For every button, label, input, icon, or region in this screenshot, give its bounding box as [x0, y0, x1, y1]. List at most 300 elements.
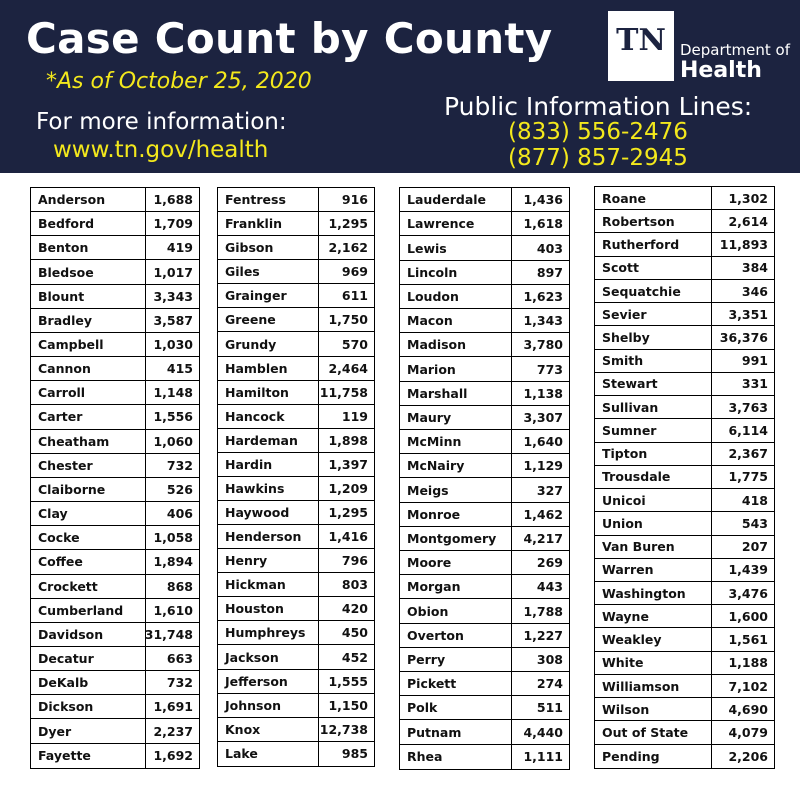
county-name: Lake	[218, 742, 319, 766]
table-row	[595, 443, 774, 466]
case-count: 1,709	[153, 216, 193, 232]
case-count: 36,376	[719, 330, 768, 346]
county-name: Henry	[218, 549, 319, 572]
county-name: Robertson	[595, 210, 712, 232]
table-row	[31, 647, 199, 671]
county-name: Davidson	[31, 623, 146, 646]
info-url: www.tn.gov/health	[53, 137, 269, 163]
case-count: 1,610	[153, 602, 193, 618]
case-count: 1,030	[153, 337, 193, 353]
case-count: 346	[741, 283, 768, 299]
county-name: Claiborne	[31, 478, 146, 501]
table-row	[218, 549, 374, 573]
county-name: Loudon	[400, 285, 512, 308]
page-title: Case Count by County	[26, 14, 553, 63]
case-count: 1,618	[523, 216, 563, 232]
table-row	[400, 720, 569, 744]
table-row	[218, 429, 374, 453]
county-name: Cocke	[31, 526, 146, 549]
table-row	[31, 285, 199, 309]
case-count: 1,750	[328, 312, 368, 328]
case-count: 3,780	[523, 337, 563, 353]
case-count: 2,206	[728, 748, 768, 764]
county-name: Morgan	[400, 575, 512, 598]
more-info-label: For more information:	[36, 109, 287, 135]
county-table-2	[217, 187, 375, 767]
county-name: Sevier	[595, 303, 712, 325]
county-name: Lincoln	[400, 261, 512, 284]
case-count: 4,690	[728, 701, 768, 717]
case-count: 868	[166, 578, 193, 594]
county-name: Fentress	[218, 188, 319, 211]
table-row	[218, 501, 374, 525]
case-count: 415	[166, 361, 193, 377]
case-count: 207	[741, 539, 768, 555]
county-name: Jefferson	[218, 670, 319, 693]
case-count: 1,898	[328, 432, 368, 448]
case-count: 274	[536, 676, 563, 692]
table-row	[218, 357, 374, 381]
case-count: 1,894	[153, 554, 193, 570]
case-count: 31,748	[144, 626, 193, 642]
county-name: Sumner	[595, 419, 712, 441]
county-name: White	[595, 652, 712, 674]
table-row	[400, 672, 569, 696]
table-row	[595, 652, 774, 675]
case-count: 1,561	[728, 632, 768, 648]
table-row	[218, 742, 374, 766]
county-name: Chester	[31, 454, 146, 477]
county-name: Greene	[218, 308, 319, 331]
case-count: 419	[166, 240, 193, 256]
case-count: 1,295	[328, 216, 368, 232]
table-row	[595, 489, 774, 512]
county-table-4	[594, 186, 775, 769]
county-name: Obion	[400, 599, 512, 622]
table-row	[218, 718, 374, 742]
county-name: Marshall	[400, 382, 512, 405]
table-row	[595, 350, 774, 373]
case-count: 4,079	[728, 725, 768, 740]
county-name: Grundy	[218, 332, 319, 355]
county-name: Lawrence	[400, 212, 512, 235]
case-count: 1,439	[728, 562, 768, 578]
table-row	[595, 559, 774, 582]
case-count: 11,758	[319, 384, 368, 400]
county-name: Macon	[400, 309, 512, 332]
table-row	[400, 212, 569, 236]
case-count: 803	[341, 577, 368, 593]
table-row	[400, 624, 569, 648]
table-row	[218, 453, 374, 477]
logo-mark: TN	[616, 23, 666, 58]
case-count: 418	[741, 492, 768, 508]
county-name: Perry	[400, 648, 512, 671]
table-row	[595, 675, 774, 698]
logo-health-text: Health	[680, 58, 762, 83]
county-name: Rhea	[400, 745, 512, 769]
county-name: Shelby	[595, 326, 712, 348]
table-row	[218, 381, 374, 405]
case-count: 2,464	[328, 360, 368, 376]
county-name: Bradley	[31, 309, 146, 332]
table-row	[400, 696, 569, 720]
table-row	[400, 382, 569, 406]
county-name: Carroll	[31, 381, 146, 404]
table-row	[31, 744, 199, 768]
county-name: Grainger	[218, 284, 319, 307]
case-count: 916	[341, 192, 368, 208]
county-name: Pending	[595, 745, 712, 768]
county-name: Henderson	[218, 525, 319, 548]
case-count: 4,217	[523, 530, 563, 546]
county-name: Pickett	[400, 672, 512, 695]
table-row	[595, 396, 774, 419]
table-row	[31, 502, 199, 526]
tn-logo-icon	[608, 11, 674, 81]
county-name: Stewart	[595, 373, 712, 395]
county-name: Union	[595, 512, 712, 534]
table-row	[218, 308, 374, 332]
table-row	[31, 212, 199, 236]
table-row	[595, 605, 774, 628]
table-row	[400, 745, 569, 769]
case-count: 1,600	[728, 608, 768, 624]
county-name: Hickman	[218, 573, 319, 596]
county-name: Rutherford	[595, 233, 712, 255]
case-count: 11,893	[719, 237, 768, 253]
table-row	[218, 621, 374, 645]
county-name: Smith	[595, 350, 712, 372]
county-name: Unicoi	[595, 489, 712, 511]
county-name: Lauderdale	[400, 188, 512, 211]
case-count: 611	[341, 288, 368, 304]
table-row	[595, 373, 774, 396]
case-count: 1,416	[328, 529, 368, 545]
table-row	[595, 536, 774, 559]
county-name: Clay	[31, 502, 146, 525]
case-count: 1,209	[328, 480, 368, 496]
county-name: Hardeman	[218, 429, 319, 452]
table-row	[595, 466, 774, 489]
case-count: 543	[741, 515, 768, 531]
case-count: 1,691	[153, 699, 193, 715]
county-name: Hamilton	[218, 381, 319, 404]
case-count: 327	[536, 482, 563, 498]
county-name: Monroe	[400, 503, 512, 526]
table-row	[218, 645, 374, 669]
table-row	[31, 357, 199, 381]
case-count: 1,436	[523, 192, 563, 208]
table-row	[595, 210, 774, 233]
table-row	[400, 285, 569, 309]
case-count: 450	[341, 625, 368, 641]
case-count: 3,343	[153, 288, 193, 304]
case-count: 331	[741, 376, 768, 392]
case-count: 1,788	[523, 603, 563, 619]
county-name: McNairy	[400, 454, 512, 477]
case-count: 420	[341, 601, 368, 617]
table-row	[218, 212, 374, 236]
county-name: Houston	[218, 597, 319, 620]
table-row	[400, 648, 569, 672]
table-row	[595, 280, 774, 303]
case-count: 6,114	[728, 422, 768, 438]
case-count: 406	[166, 506, 193, 522]
county-name: Dyer	[31, 719, 146, 742]
table-row	[400, 575, 569, 599]
case-count: 452	[341, 649, 368, 665]
table-row	[400, 503, 569, 527]
county-name: Decatur	[31, 647, 146, 670]
table-row	[218, 477, 374, 501]
case-count: 1,302	[728, 190, 768, 206]
county-name: Hamblen	[218, 357, 319, 380]
table-row	[218, 670, 374, 694]
table-row	[218, 188, 374, 212]
case-count: 1,295	[328, 505, 368, 521]
case-count: 1,692	[153, 748, 193, 764]
table-row	[31, 405, 199, 429]
county-name: Hawkins	[218, 477, 319, 500]
case-count: 1,775	[728, 469, 768, 485]
case-count: 511	[536, 700, 563, 716]
case-count: 570	[341, 336, 368, 352]
case-count: 969	[341, 264, 368, 280]
case-count: 3,307	[523, 409, 563, 425]
case-count: 4,440	[523, 724, 563, 740]
case-count: 3,351	[728, 306, 768, 322]
case-count: 1,397	[328, 456, 368, 472]
table-row	[31, 430, 199, 454]
case-count: 796	[341, 553, 368, 569]
table-row	[31, 671, 199, 695]
table-row	[218, 405, 374, 429]
county-name: Madison	[400, 333, 512, 356]
table-row	[400, 357, 569, 381]
county-name: Montgomery	[400, 527, 512, 550]
case-count: 1,148	[153, 385, 193, 401]
case-count: 1,462	[523, 506, 563, 522]
table-row	[400, 309, 569, 333]
case-count: 1,688	[153, 192, 193, 208]
table-row	[595, 582, 774, 605]
case-count: 308	[536, 651, 563, 667]
county-name: Roane	[595, 187, 712, 209]
table-row	[218, 694, 374, 718]
county-name: Crockett	[31, 575, 146, 598]
case-count: 1,017	[153, 264, 193, 280]
county-name: Moore	[400, 551, 512, 574]
county-name: Campbell	[31, 333, 146, 356]
case-count: 1,111	[523, 749, 563, 765]
case-count: 1,343	[523, 313, 563, 329]
table-row	[400, 551, 569, 575]
case-count: 1,150	[328, 697, 368, 713]
phone-number-2: (877) 857-2945	[508, 145, 688, 171]
county-name: Polk	[400, 696, 512, 719]
table-row	[31, 260, 199, 284]
county-name: Wilson	[595, 698, 712, 720]
county-name: Dickson	[31, 695, 146, 718]
table-row	[218, 284, 374, 308]
case-count: 526	[166, 481, 193, 497]
county-table-1	[30, 187, 200, 769]
table-row	[218, 236, 374, 260]
table-row	[595, 326, 774, 349]
county-name: Cheatham	[31, 430, 146, 453]
table-row	[595, 257, 774, 280]
public-info-label: Public Information Lines:	[444, 92, 753, 121]
county-name: Haywood	[218, 501, 319, 524]
county-name: Fayette	[31, 744, 146, 768]
table-row	[595, 419, 774, 442]
case-count: 3,587	[153, 312, 193, 328]
county-name: Warren	[595, 559, 712, 581]
case-count: 991	[741, 353, 768, 369]
case-count: 663	[166, 651, 193, 667]
table-row	[218, 525, 374, 549]
county-name: Anderson	[31, 188, 146, 211]
header-banner	[0, 0, 800, 173]
county-name: Hardin	[218, 453, 319, 476]
case-count: 897	[536, 264, 563, 280]
county-name: Tipton	[595, 443, 712, 465]
case-count: 384	[741, 260, 768, 276]
table-row	[595, 512, 774, 535]
table-row	[595, 698, 774, 721]
case-count: 773	[536, 361, 563, 377]
table-row	[400, 478, 569, 502]
county-name: Van Buren	[595, 536, 712, 558]
county-name: Maury	[400, 406, 512, 429]
table-row	[400, 430, 569, 454]
county-name: Carter	[31, 405, 146, 428]
case-count: 3,476	[728, 585, 768, 601]
case-count: 2,162	[328, 240, 368, 256]
table-row	[595, 745, 774, 768]
county-name: Weakley	[595, 628, 712, 650]
county-name: Coffee	[31, 550, 146, 573]
table-row	[31, 575, 199, 599]
table-row	[595, 628, 774, 651]
case-count: 985	[341, 746, 368, 762]
table-row	[218, 260, 374, 284]
table-row	[31, 309, 199, 333]
table-row	[400, 236, 569, 260]
table-row	[400, 406, 569, 430]
county-name: Giles	[218, 260, 319, 283]
county-name: Jackson	[218, 645, 319, 668]
case-count: 1,138	[523, 385, 563, 401]
county-name: Williamson	[595, 675, 712, 697]
table-row	[595, 187, 774, 210]
logo-department-text: Department of	[680, 41, 790, 59]
table-row	[31, 719, 199, 743]
case-count: 1,188	[728, 655, 768, 671]
table-row	[31, 478, 199, 502]
table-row	[31, 236, 199, 260]
county-name: Gibson	[218, 236, 319, 259]
table-row	[31, 333, 199, 357]
case-count: 403	[536, 240, 563, 256]
case-count: 1,640	[523, 434, 563, 450]
county-name: Humphreys	[218, 621, 319, 644]
county-name: Wayne	[595, 605, 712, 627]
case-count: 732	[166, 457, 193, 473]
county-name: Lewis	[400, 236, 512, 259]
case-count: 3,763	[728, 399, 768, 415]
table-row	[31, 599, 199, 623]
case-count: 1,555	[328, 673, 368, 689]
table-row	[400, 333, 569, 357]
table-row	[31, 188, 199, 212]
phone-number-1: (833) 556-2476	[508, 119, 688, 145]
county-name: Sequatchie	[595, 280, 712, 302]
table-row	[31, 550, 199, 574]
county-name: Knox	[218, 718, 319, 741]
case-count: 1,058	[153, 530, 193, 546]
table-row	[31, 454, 199, 478]
county-name: DeKalb	[31, 671, 146, 694]
county-name: Out of State	[595, 721, 712, 743]
case-count: 1,129	[523, 458, 563, 474]
county-name: Marion	[400, 357, 512, 380]
table-row	[595, 721, 774, 744]
case-count: 732	[166, 675, 193, 691]
county-name: Sullivan	[595, 396, 712, 418]
table-row	[595, 303, 774, 326]
table-row	[218, 597, 374, 621]
county-name: Putnam	[400, 720, 512, 743]
case-count: 1,060	[153, 433, 193, 449]
county-name: Bedford	[31, 212, 146, 235]
county-name: Cumberland	[31, 599, 146, 622]
county-name: Washington	[595, 582, 712, 604]
case-count: 1,556	[153, 409, 193, 425]
table-row	[400, 599, 569, 623]
table-row	[31, 381, 199, 405]
table-row	[218, 573, 374, 597]
county-table-3	[399, 187, 570, 770]
county-name: Blount	[31, 285, 146, 308]
county-name: Johnson	[218, 694, 319, 717]
county-name: Benton	[31, 236, 146, 259]
county-name: Meigs	[400, 478, 512, 501]
county-name: McMinn	[400, 430, 512, 453]
case-count: 2,614	[728, 213, 768, 229]
as-of-date: *As of October 25, 2020	[46, 69, 312, 94]
case-count: 12,738	[319, 721, 368, 737]
county-name: Scott	[595, 257, 712, 279]
county-name: Trousdale	[595, 466, 712, 488]
case-count: 1,227	[523, 627, 563, 643]
table-row	[400, 527, 569, 551]
table-row	[31, 526, 199, 550]
county-name: Bledsoe	[31, 260, 146, 283]
table-row	[31, 695, 199, 719]
table-row	[400, 454, 569, 478]
county-name: Overton	[400, 624, 512, 647]
county-name: Franklin	[218, 212, 319, 235]
case-count: 119	[341, 408, 368, 424]
case-count: 2,237	[153, 723, 193, 739]
table-row	[595, 233, 774, 256]
table-row	[400, 188, 569, 212]
case-count: 443	[536, 579, 563, 595]
table-row	[400, 261, 569, 285]
case-count: 1,623	[523, 288, 563, 304]
